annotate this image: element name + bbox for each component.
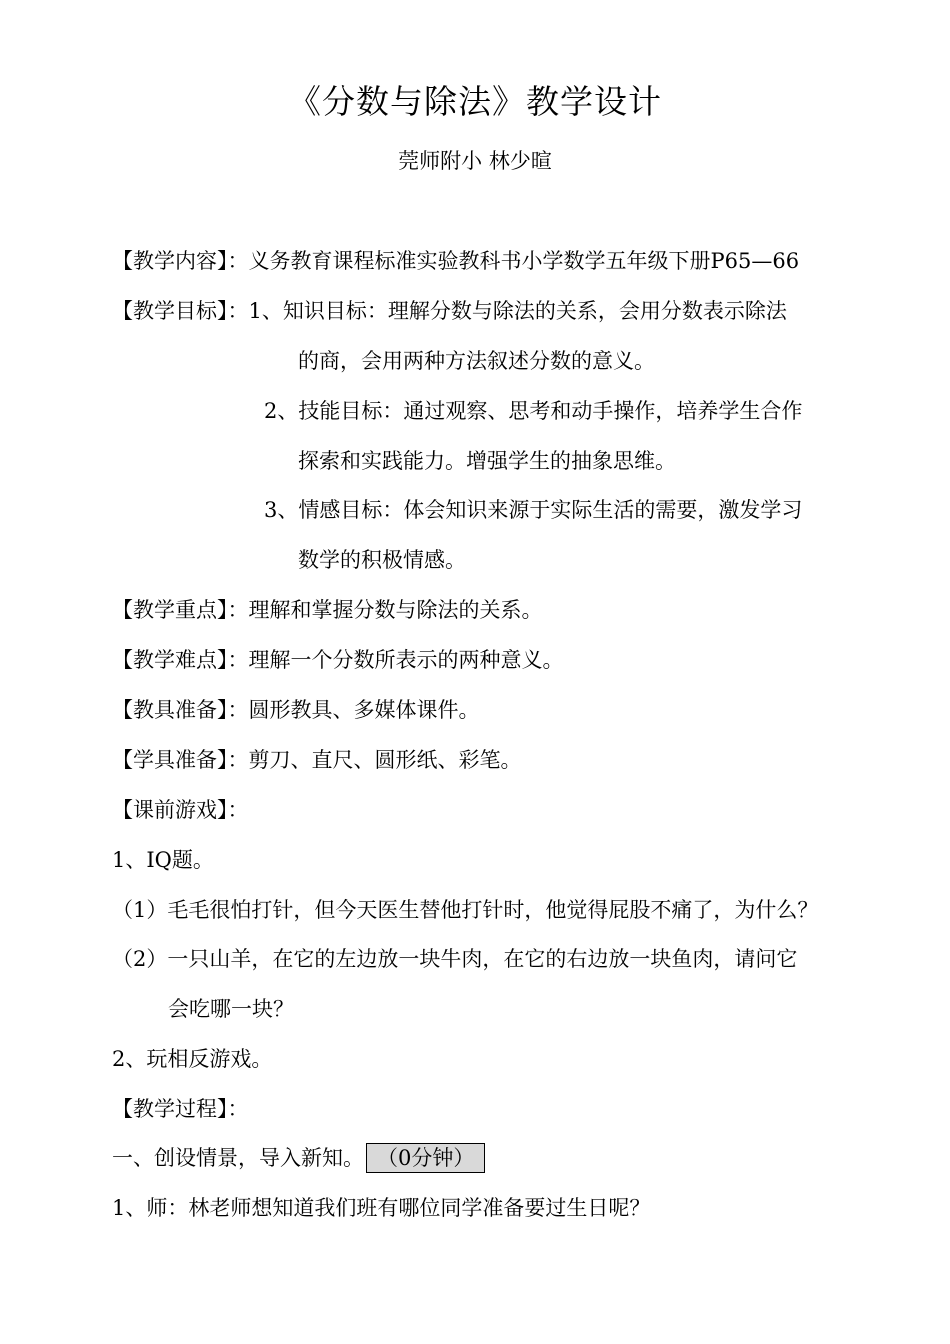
teaching-content-text: 义务教育课程标准实验教科书小学数学五年级下册P65—66 <box>248 249 800 273</box>
goal-1-line-2: 的商，会用两种方法叙述分数的意义。 <box>298 349 655 373</box>
document-title: 《分数与除法》教学设计 <box>288 82 662 121</box>
section-time-box: （0分钟） <box>366 1143 485 1173</box>
document-author: 莞师附小 林少暄 <box>398 149 552 173</box>
process-step-1: 1、师：林老师想知道我们班有哪位同学准备要过生日呢？ <box>112 1196 651 1220</box>
difficulty-row <box>112 645 564 675</box>
pre-game-question-1: （1）毛毛很怕打针，但今天医生替他打针时，他觉得屁股不痛了，为什么？ <box>112 898 819 922</box>
key-point-row <box>112 595 543 625</box>
teaching-content-label: 【教学内容】： <box>112 249 249 273</box>
teaching-goals-row <box>112 296 787 326</box>
goal-3-line-2: 数学的积极情感。 <box>298 548 466 572</box>
student-tools-label: 【学具准备】： <box>112 748 249 772</box>
goal-2-line-1: 2、技能目标：通过观察、思考和动手操作，培养学生合作 <box>264 399 803 423</box>
teacher-tools-label: 【教具准备】： <box>112 698 249 722</box>
key-point-label: 【教学重点】： <box>112 598 249 622</box>
teaching-process-label: 【教学过程】： <box>112 1097 249 1121</box>
goal-1-line-1: 1、知识目标：理解分数与除法的关系，会用分数表示除法 <box>248 299 787 323</box>
pre-game-item-1: 1、IQ题。 <box>112 848 214 872</box>
student-tools-row <box>112 745 522 775</box>
pre-game-label: 【课前游戏】： <box>112 798 249 822</box>
process-section-1-row <box>112 1143 485 1173</box>
goal-3-line-1: 3、情感目标：体会知识来源于实际生活的需要，激发学习 <box>264 498 803 522</box>
process-section-1-heading: 一、创设情景，导入新知。 <box>112 1146 364 1170</box>
pre-game-question-2-line-1: （2）一只山羊，在它的左边放一块牛肉，在它的右边放一块鱼肉，请问它 <box>112 947 798 971</box>
key-point-text: 理解和掌握分数与除法的关系。 <box>248 598 543 622</box>
teacher-tools-text: 圆形教具、多媒体课件。 <box>248 698 480 722</box>
difficulty-text: 理解一个分数所表示的两种意义。 <box>248 648 564 672</box>
goal-2-line-2: 探索和实践能力。增强学生的抽象思维。 <box>298 449 676 473</box>
difficulty-label: 【教学难点】： <box>112 648 249 672</box>
pre-game-question-2-line-2: 会吃哪一块？ <box>168 997 294 1021</box>
teaching-content-row <box>112 246 799 276</box>
teacher-tools-row <box>112 695 480 725</box>
student-tools-text: 剪刀、直尺、圆形纸、彩笔。 <box>248 748 522 772</box>
pre-game-item-2: 2、玩相反游戏。 <box>112 1047 273 1071</box>
teaching-goals-label: 【教学目标】： <box>112 299 249 323</box>
